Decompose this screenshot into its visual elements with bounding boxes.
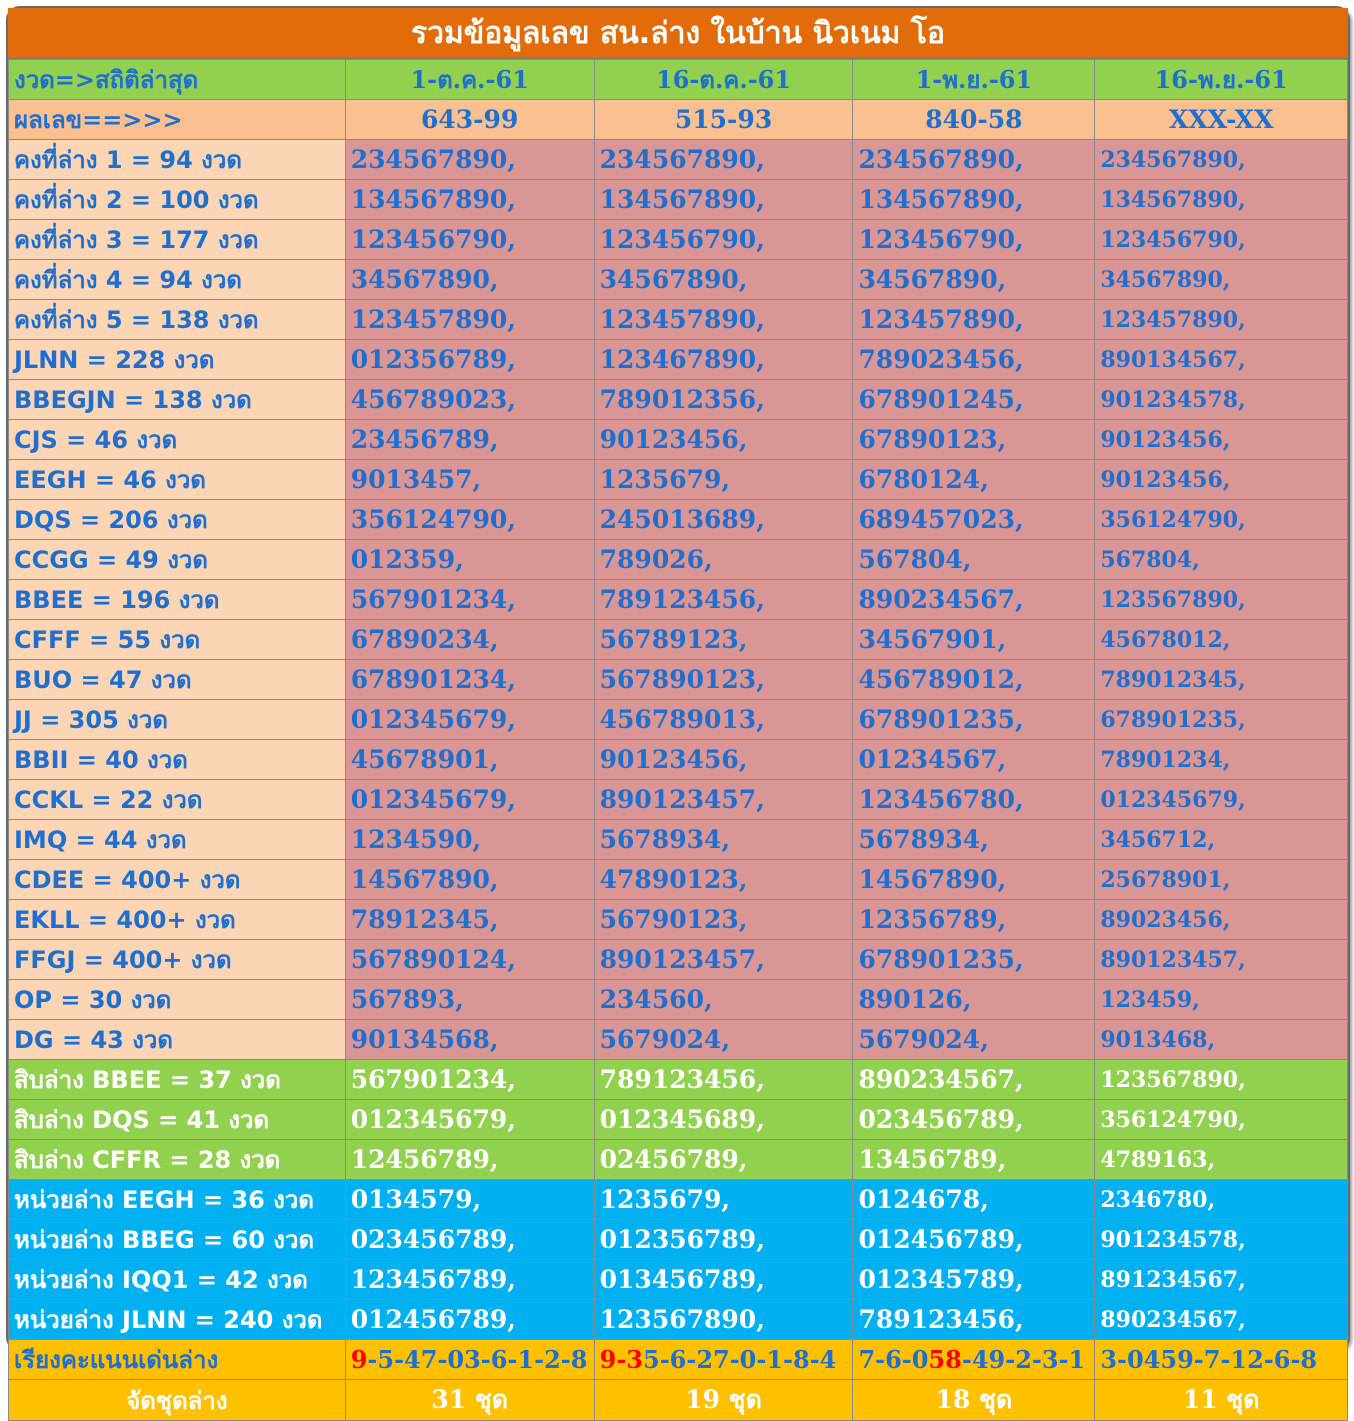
units-row bbox=[9, 1220, 1348, 1260]
digit-set-cell: 123567890, bbox=[1095, 1060, 1348, 1100]
digit-set-cell: 6780124, bbox=[853, 460, 1095, 500]
digit-set-cell: 34567890, bbox=[853, 260, 1095, 300]
row-label: หน่วยล่าง EEGH = 36 งวด bbox=[9, 1180, 346, 1220]
digit-set-cell: 890234567, bbox=[1095, 1300, 1348, 1340]
stat-row bbox=[9, 940, 1348, 980]
digit-set-cell: 678901235, bbox=[853, 940, 1095, 980]
digit-set-cell: 47890123, bbox=[594, 860, 853, 900]
digit-set-cell: 14567890, bbox=[345, 860, 594, 900]
stat-row bbox=[9, 620, 1348, 660]
digit-set-cell: 234567890, bbox=[594, 140, 853, 180]
digit-set-cell: 789026, bbox=[594, 540, 853, 580]
digit-set-cell: 34567890, bbox=[594, 260, 853, 300]
digit-set-cell: 67890123, bbox=[853, 420, 1095, 460]
result-label: ผลเลข==>>> bbox=[9, 100, 346, 140]
digit-set-cell: 123457890, bbox=[1095, 300, 1348, 340]
digit-set-cell: 890126, bbox=[853, 980, 1095, 1020]
digit-set-cell: 123457890, bbox=[594, 300, 853, 340]
digit-set-cell: 12456789, bbox=[345, 1140, 594, 1180]
digit-set-cell: 34567890, bbox=[1095, 260, 1348, 300]
stat-row bbox=[9, 860, 1348, 900]
digit-set-cell: 0124678, bbox=[853, 1180, 1095, 1220]
result-cell: 643-99 bbox=[345, 100, 594, 140]
digit-set-cell: 123459, bbox=[1095, 980, 1348, 1020]
ranking-label: เรียงคะแนนเด่นล่าง bbox=[9, 1340, 346, 1380]
digit-set-cell: 134567890, bbox=[853, 180, 1095, 220]
row-label: IMQ = 44 งวด bbox=[9, 820, 346, 860]
digit-set-cell: 56790123, bbox=[594, 900, 853, 940]
ranking-digits: 7-6-0 bbox=[858, 1345, 929, 1374]
digit-set-cell: 90134568, bbox=[345, 1020, 594, 1060]
digit-set-cell: 90123456, bbox=[1095, 460, 1348, 500]
digit-set-cell: 356124790, bbox=[1095, 500, 1348, 540]
digit-set-cell: 356124790, bbox=[345, 500, 594, 540]
row-label: CJS = 46 งวด bbox=[9, 420, 346, 460]
digit-set-cell: 023456789, bbox=[345, 1220, 594, 1260]
stat-row bbox=[9, 780, 1348, 820]
row-label: คงที่ล่าง 4 = 94 งวด bbox=[9, 260, 346, 300]
stat-row bbox=[9, 700, 1348, 740]
digit-set-cell: 123456790, bbox=[853, 220, 1095, 260]
date-cell: 16-ต.ค.-61 bbox=[594, 60, 853, 100]
row-label: สิบล่าง BBEE = 37 งวด bbox=[9, 1060, 346, 1100]
digit-set-cell: 12356789, bbox=[853, 900, 1095, 940]
units-row bbox=[9, 1300, 1348, 1340]
digit-set-cell: 123457890, bbox=[853, 300, 1095, 340]
stats-sheet bbox=[6, 6, 1350, 1415]
digit-set-cell: 567901234, bbox=[345, 580, 594, 620]
row-label: JJ = 305 งวด bbox=[9, 700, 346, 740]
stat-row bbox=[9, 300, 1348, 340]
row-label: BUO = 47 งวด bbox=[9, 660, 346, 700]
digit-set-cell: 567804, bbox=[853, 540, 1095, 580]
sets-row bbox=[9, 1380, 1348, 1421]
ranking-cell bbox=[1095, 1340, 1348, 1380]
digit-set-cell: 02456789, bbox=[594, 1140, 853, 1180]
digit-set-cell: 90123456, bbox=[1095, 420, 1348, 460]
digit-set-cell: 1235679, bbox=[594, 1180, 853, 1220]
digit-set-cell: 012356789, bbox=[345, 340, 594, 380]
row-label: สิบล่าง DQS = 41 งวด bbox=[9, 1100, 346, 1140]
digit-set-cell: 34567890, bbox=[345, 260, 594, 300]
digit-set-cell: 23456789, bbox=[345, 420, 594, 460]
stat-row bbox=[9, 180, 1348, 220]
highlight-digits: 9-3 bbox=[599, 1345, 643, 1374]
tens-row bbox=[9, 1140, 1348, 1180]
ranking-digits: 3-0459-7-12-6-8 bbox=[1100, 1345, 1318, 1374]
date-cell: 1-พ.ย.-61 bbox=[853, 60, 1095, 100]
row-label: OP = 30 งวด bbox=[9, 980, 346, 1020]
stat-row bbox=[9, 660, 1348, 700]
digit-set-cell: 9013457, bbox=[345, 460, 594, 500]
digit-set-cell: 45678901, bbox=[345, 740, 594, 780]
digit-set-cell: 789012356, bbox=[594, 380, 853, 420]
digit-set-cell: 012345679, bbox=[345, 700, 594, 740]
row-label: EEGH = 46 งวด bbox=[9, 460, 346, 500]
ranking-digits: 5-6-27-0-1-8-4 bbox=[643, 1345, 837, 1374]
digit-set-cell: 012359, bbox=[345, 540, 594, 580]
date-cell: 1-ต.ค.-61 bbox=[345, 60, 594, 100]
row-label: คงที่ล่าง 3 = 177 งวด bbox=[9, 220, 346, 260]
digit-set-cell: 012345789, bbox=[853, 1260, 1095, 1300]
digit-set-cell: 123467890, bbox=[594, 340, 853, 380]
digit-set-cell: 123567890, bbox=[1095, 580, 1348, 620]
sets-count-cell: 18 ชุด bbox=[853, 1380, 1095, 1421]
digit-set-cell: 678901235, bbox=[853, 700, 1095, 740]
stat-row bbox=[9, 140, 1348, 180]
digit-set-cell: 012456789, bbox=[345, 1300, 594, 1340]
sets-count-cell: 31 ชุด bbox=[345, 1380, 594, 1421]
ranking-cell bbox=[594, 1340, 853, 1380]
stat-row bbox=[9, 340, 1348, 380]
digit-set-cell: 012456789, bbox=[853, 1220, 1095, 1260]
digit-set-cell: 5679024, bbox=[853, 1020, 1095, 1060]
digit-set-cell: 1234590, bbox=[345, 820, 594, 860]
digit-set-cell: 890123457, bbox=[594, 940, 853, 980]
digit-set-cell: 134567890, bbox=[345, 180, 594, 220]
digit-set-cell: 567893, bbox=[345, 980, 594, 1020]
stat-row bbox=[9, 740, 1348, 780]
digit-set-cell: 567890124, bbox=[345, 940, 594, 980]
digit-set-cell: 13456789, bbox=[853, 1140, 1095, 1180]
digit-set-cell: 245013689, bbox=[594, 500, 853, 540]
digit-set-cell: 890234567, bbox=[853, 580, 1095, 620]
units-row bbox=[9, 1180, 1348, 1220]
ranking-cell bbox=[853, 1340, 1095, 1380]
row-label: CDEE = 400+ งวด bbox=[9, 860, 346, 900]
digit-set-cell: 456789023, bbox=[345, 380, 594, 420]
digit-set-cell: 234567890, bbox=[345, 140, 594, 180]
digit-set-cell: 123456789, bbox=[345, 1260, 594, 1300]
digit-set-cell: 012356789, bbox=[594, 1220, 853, 1260]
digit-set-cell: 45678012, bbox=[1095, 620, 1348, 660]
digit-set-cell: 67890234, bbox=[345, 620, 594, 660]
digit-set-cell: 0134579, bbox=[345, 1180, 594, 1220]
row-label: CCKL = 22 งวด bbox=[9, 780, 346, 820]
digit-set-cell: 56789123, bbox=[594, 620, 853, 660]
digit-set-cell: 14567890, bbox=[853, 860, 1095, 900]
digit-set-cell: 01234567, bbox=[853, 740, 1095, 780]
sheet-title: รวมข้อมูลเลข สน.ล่าง ในบ้าน นิวเนม โอ bbox=[8, 8, 1348, 59]
digit-set-cell: 123456790, bbox=[345, 220, 594, 260]
digit-set-cell: 90123456, bbox=[594, 740, 853, 780]
digit-set-cell: 25678901, bbox=[1095, 860, 1348, 900]
digit-set-cell: 789123456, bbox=[594, 1060, 853, 1100]
digit-set-cell: 789012345, bbox=[1095, 660, 1348, 700]
digit-set-cell: 456789012, bbox=[853, 660, 1095, 700]
tens-row bbox=[9, 1060, 1348, 1100]
row-label: FFGJ = 400+ งวด bbox=[9, 940, 346, 980]
digit-set-cell: 5679024, bbox=[594, 1020, 853, 1060]
stat-row bbox=[9, 1020, 1348, 1060]
digit-set-cell: 789123456, bbox=[594, 580, 853, 620]
stat-row bbox=[9, 380, 1348, 420]
result-cell: 515-93 bbox=[594, 100, 853, 140]
sets-label: จัดชุดล่าง bbox=[9, 1380, 346, 1421]
row-label: หน่วยล่าง IQQ1 = 42 งวด bbox=[9, 1260, 346, 1300]
digit-set-cell: 123456780, bbox=[853, 780, 1095, 820]
result-cell: XXX-XX bbox=[1095, 100, 1348, 140]
highlight-digits: 9 bbox=[350, 1345, 368, 1374]
date-cell: 16-พ.ย.-61 bbox=[1095, 60, 1348, 100]
digit-set-cell: 90123456, bbox=[594, 420, 853, 460]
digit-set-cell: 678901245, bbox=[853, 380, 1095, 420]
digit-set-cell: 567901234, bbox=[345, 1060, 594, 1100]
tens-row bbox=[9, 1100, 1348, 1140]
row-label: สิบล่าง CFFR = 28 งวด bbox=[9, 1140, 346, 1180]
row-label: DG = 43 งวด bbox=[9, 1020, 346, 1060]
row-label: BBEGJN = 138 งวด bbox=[9, 380, 346, 420]
digit-set-cell: 678901235, bbox=[1095, 700, 1348, 740]
digit-set-cell: 4789163, bbox=[1095, 1140, 1348, 1180]
row-label: คงที่ล่าง 1 = 94 งวด bbox=[9, 140, 346, 180]
ranking-row bbox=[9, 1340, 1348, 1380]
digit-set-cell: 234560, bbox=[594, 980, 853, 1020]
row-label: BBEE = 196 งวด bbox=[9, 580, 346, 620]
digit-set-cell: 89023456, bbox=[1095, 900, 1348, 940]
ranking-digits: -49-2-3-1 bbox=[961, 1345, 1086, 1374]
digit-set-cell: 890123457, bbox=[1095, 940, 1348, 980]
digit-set-cell: 901234578, bbox=[1095, 380, 1348, 420]
row-label: BBII = 40 งวด bbox=[9, 740, 346, 780]
sets-count-cell: 11 ชุด bbox=[1095, 1380, 1348, 1421]
digit-set-cell: 34567901, bbox=[853, 620, 1095, 660]
digit-set-cell: 890234567, bbox=[853, 1060, 1095, 1100]
row-label: คงที่ล่าง 2 = 100 งวด bbox=[9, 180, 346, 220]
stat-row bbox=[9, 500, 1348, 540]
sets-count-cell: 19 ชุด bbox=[594, 1380, 853, 1421]
stat-row bbox=[9, 820, 1348, 860]
ranking-digits: -5-47-03-6-1-2-8 bbox=[367, 1345, 588, 1374]
digit-set-cell: 678901234, bbox=[345, 660, 594, 700]
row-label: DQS = 206 งวด bbox=[9, 500, 346, 540]
units-row bbox=[9, 1260, 1348, 1300]
stats-table bbox=[8, 59, 1348, 1421]
stat-row bbox=[9, 980, 1348, 1020]
digit-set-cell: 890134567, bbox=[1095, 340, 1348, 380]
digit-set-cell: 789023456, bbox=[853, 340, 1095, 380]
highlight-digits: 58 bbox=[928, 1345, 962, 1374]
stat-row bbox=[9, 900, 1348, 940]
digit-set-cell: 013456789, bbox=[594, 1260, 853, 1300]
row-label: หน่วยล่าง BBEG = 60 งวด bbox=[9, 1220, 346, 1260]
digit-set-cell: 1235679, bbox=[594, 460, 853, 500]
digit-set-cell: 012345679, bbox=[1095, 780, 1348, 820]
row-label: EKLL = 400+ งวด bbox=[9, 900, 346, 940]
digit-set-cell: 5678934, bbox=[594, 820, 853, 860]
stat-row bbox=[9, 220, 1348, 260]
digit-set-cell: 012345679, bbox=[345, 1100, 594, 1140]
stats-table-body bbox=[9, 60, 1348, 1421]
stat-row bbox=[9, 580, 1348, 620]
digit-set-cell: 9013468, bbox=[1095, 1020, 1348, 1060]
digit-set-cell: 5678934, bbox=[853, 820, 1095, 860]
digit-set-cell: 890123457, bbox=[594, 780, 853, 820]
stat-row bbox=[9, 460, 1348, 500]
digit-set-cell: 567804, bbox=[1095, 540, 1348, 580]
digit-set-cell: 689457023, bbox=[853, 500, 1095, 540]
digit-set-cell: 789123456, bbox=[853, 1300, 1095, 1340]
ranking-cell bbox=[345, 1340, 594, 1380]
digit-set-cell: 134567890, bbox=[594, 180, 853, 220]
digit-set-cell: 234567890, bbox=[853, 140, 1095, 180]
stat-row bbox=[9, 260, 1348, 300]
digit-set-cell: 123456790, bbox=[594, 220, 853, 260]
digit-set-cell: 356124790, bbox=[1095, 1100, 1348, 1140]
row-label: CCGG = 49 งวด bbox=[9, 540, 346, 580]
date-header-row bbox=[9, 60, 1348, 100]
digit-set-cell: 023456789, bbox=[853, 1100, 1095, 1140]
digit-set-cell: 012345679, bbox=[345, 780, 594, 820]
header-label: งวด=>สถิติล่าสุด bbox=[9, 60, 346, 100]
digit-set-cell: 234567890, bbox=[1095, 140, 1348, 180]
digit-set-cell: 78912345, bbox=[345, 900, 594, 940]
digit-set-cell: 134567890, bbox=[1095, 180, 1348, 220]
result-cell: 840-58 bbox=[853, 100, 1095, 140]
row-label: CFFF = 55 งวด bbox=[9, 620, 346, 660]
digit-set-cell: 012345689, bbox=[594, 1100, 853, 1140]
stat-row bbox=[9, 540, 1348, 580]
digit-set-cell: 2346780, bbox=[1095, 1180, 1348, 1220]
digit-set-cell: 78901234, bbox=[1095, 740, 1348, 780]
row-label: หน่วยล่าง JLNN = 240 งวด bbox=[9, 1300, 346, 1340]
digit-set-cell: 123567890, bbox=[594, 1300, 853, 1340]
digit-set-cell: 567890123, bbox=[594, 660, 853, 700]
digit-set-cell: 456789013, bbox=[594, 700, 853, 740]
result-row bbox=[9, 100, 1348, 140]
row-label: JLNN = 228 งวด bbox=[9, 340, 346, 380]
digit-set-cell: 901234578, bbox=[1095, 1220, 1348, 1260]
digit-set-cell: 891234567, bbox=[1095, 1260, 1348, 1300]
stat-row bbox=[9, 420, 1348, 460]
digit-set-cell: 123456790, bbox=[1095, 220, 1348, 260]
row-label: คงที่ล่าง 5 = 138 งวด bbox=[9, 300, 346, 340]
digit-set-cell: 3456712, bbox=[1095, 820, 1348, 860]
digit-set-cell: 123457890, bbox=[345, 300, 594, 340]
